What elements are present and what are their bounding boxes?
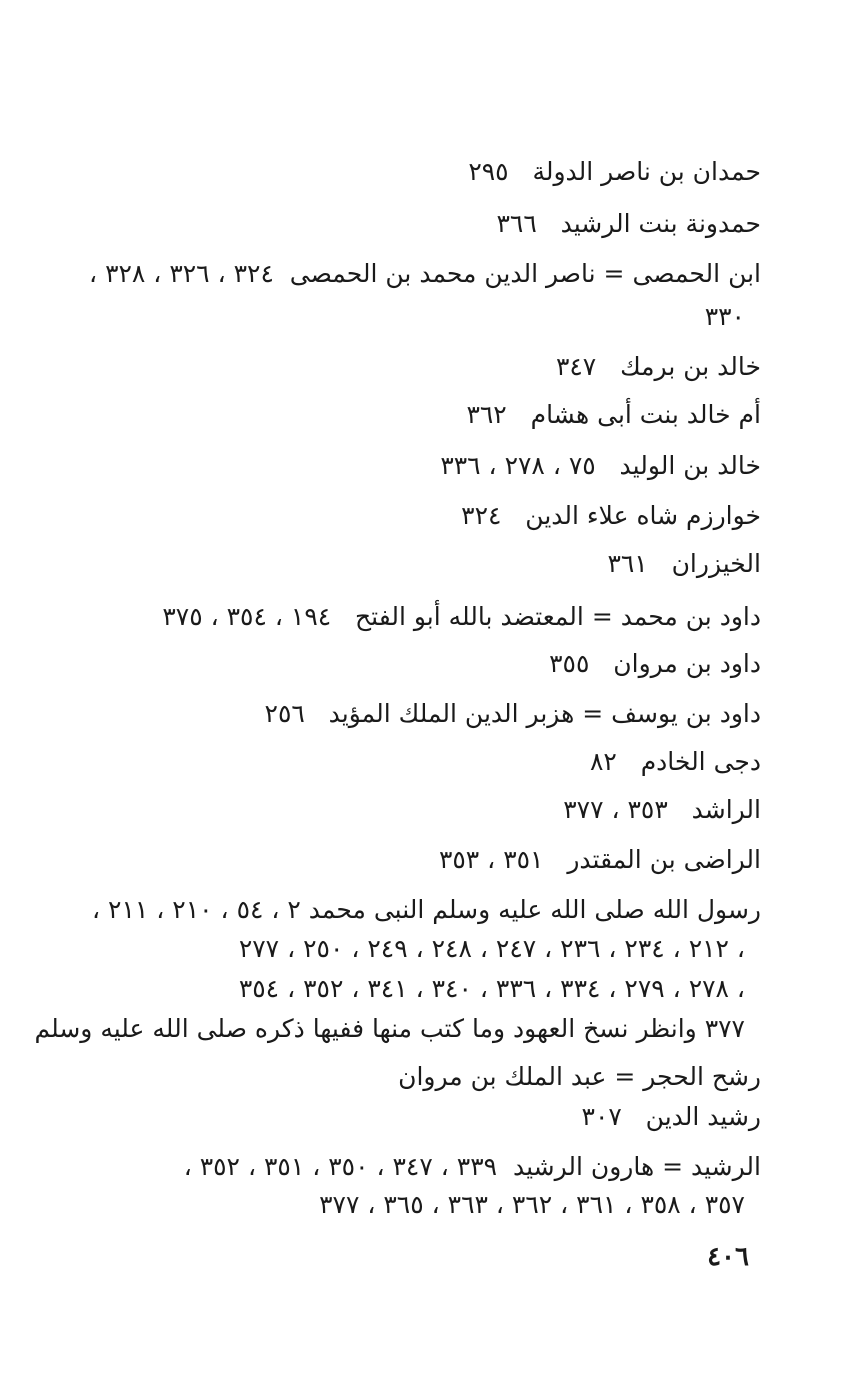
index-entry: دجى الخادم ٨٢ xyxy=(590,747,761,776)
index-entry: خالد بن الوليد ٧٥ ، ٢٧٨ ، ٣٣٦ xyxy=(440,451,761,480)
index-entry: داود بن مروان ٣٥٥ xyxy=(549,649,761,678)
index-entry: خالد بن برمك ٣٤٧ xyxy=(555,352,761,381)
index-entry: الرشيد = هارون الرشيد ٣٣٩ ، ٣٤٧ ، ٣٥٠ ، ٣٥١ ، ٣٥٢ ، xyxy=(183,1152,761,1181)
index-entry-continuation: ٣٣٠ xyxy=(704,302,745,331)
index-entry: الراضى بن المقتدر ٣٥١ ، ٣٥٣ xyxy=(438,845,761,874)
index-entry-continuation: ٢١٢ ، ٢٣٤ ، ٢٣٦ ، ٢٤٧ ، ٢٤٨ ، ٢٤٩ ، ٢٥٠ ، ٢٧٧ ، xyxy=(238,934,745,963)
index-entry: داود بن يوسف = هزبر الدين الملك المؤيد ٢٥٦ xyxy=(264,699,761,728)
index-entry: خوارزم شاه علاء الدين ٣٢٤ xyxy=(461,501,761,530)
index-entry: الخيزران ٣٦١ xyxy=(607,549,761,578)
index-entry-continuation: ٢٧٨ ، ٢٧٩ ، ٣٣٤ ، ٣٣٦ ، ٣٤٠ ، ٣٤١ ، ٣٥٢ ، ٣٥٤ ، xyxy=(238,974,745,1003)
index-entry: حمدونة بنت الرشيد ٣٦٦ xyxy=(496,209,761,238)
page-number: ٤٠٦ xyxy=(707,1242,749,1272)
index-entry-continuation: ٣٥٧ ، ٣٥٨ ، ٣٦١ ، ٣٦٢ ، ٣٦٣ ، ٣٦٥ ، ٣٧٧ xyxy=(319,1190,745,1219)
index-entry: ابن الحمصى = ناصر الدين محمد بن الحمصى ٣٢٤ ، ٣٢٦ ، ٣٢٨ ، xyxy=(89,259,761,288)
index-entry: حمدان بن ناصر الدولة ٢٩٥ xyxy=(468,157,761,186)
index-entry: الراشد ٣٥٣ ، ٣٧٧ xyxy=(563,795,761,824)
index-entry: رشيد الدين ٣٠٧ xyxy=(581,1102,761,1131)
index-entry: رسول الله صلى الله عليه وسلم النبى محمد ٢ ، ٥٤ ، ٢١٠ ، ٢١١ ، xyxy=(92,895,761,924)
index-entry: داود بن محمد = المعتضد بالله أبو الفتح ١٩٤ ، ٣٥٤ ، ٣٧٥ xyxy=(162,602,761,631)
index-entry-continuation: ٣٧٧ وانظر نسخ العهود وما كتب منها ففيها ذكره صلى الله عليه وسلم xyxy=(34,1014,745,1043)
index-entry: أم خالد بنت أبى هشام ٣٦٢ xyxy=(466,400,761,429)
index-entry: رشح الحجر = عبد الملك بن مروان xyxy=(398,1062,761,1091)
